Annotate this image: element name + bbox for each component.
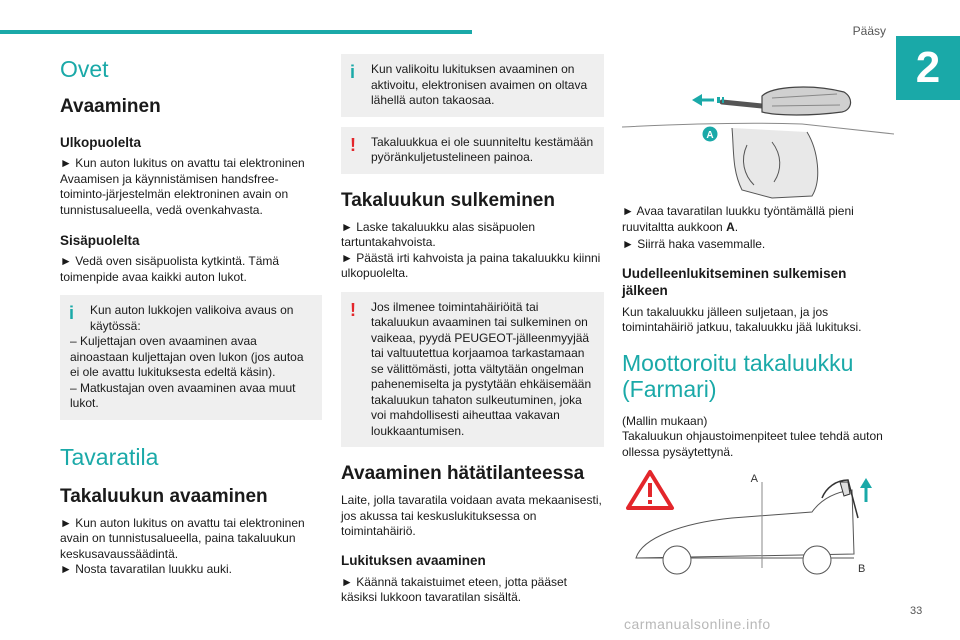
text-boot-close: ► Laske takaluukku alas sisäpuolen tartuntakahvoista. ► Päästä irti kahvoista ja paina takaluukku kiinni ulkopuolelta. [341, 219, 601, 280]
warning-icon: ! [350, 134, 356, 155]
info-note-selective-unlock [60, 295, 322, 420]
figure-emergency-release [622, 50, 894, 200]
up-arrow-icon [860, 478, 872, 502]
heading-boot-open: Takaluukun avaaminen [60, 485, 268, 507]
warning-triangle-icon [628, 472, 672, 508]
column-2 [341, 50, 604, 606]
text-inside: ► Vedä oven sisäpuolista kytkintä. Tämä toimenpide avaa kaikki auton lukot. [60, 254, 280, 284]
heading-emergency: Avaaminen hätätilanteessa [341, 463, 585, 484]
note-line-passenger: – Matkustajan oven avaaminen avaa muut lukot. [70, 380, 296, 410]
warning-note-bike-rack [341, 127, 604, 174]
column-3 [622, 50, 894, 578]
heading-inside: Sisäpuolelta [60, 233, 140, 248]
note-lead: Kun auton lukkojen valikoiva avaus on käytössä: [90, 303, 294, 333]
text-outside: ► Kun auton lukitus on avattu tai elektroninen Avaamisen ja käynnistämisen handsfree-toiminto-järjestelmän elektroninen avain on tunnistusalueella, vedä ovenkahvasta. [60, 156, 305, 217]
section-title-doors: Ovet [60, 56, 109, 82]
note-text: Kun valikoitu lukituksen avaaminen on aktivoitu, elektronisen avaimen on oltava lähellä auton takaosaa. [371, 62, 588, 107]
heading-outside: Ulkopuolelta [60, 135, 142, 150]
text-motorised-boot: (Mallin mukaan) Takaluukun ohjaustoimenpiteet tulee tehdä auton ollessa pysäytettynä. [622, 413, 883, 459]
info-icon: i [350, 62, 356, 82]
screwdriver-icon [722, 87, 851, 115]
watermark: carmanualsonline.info [624, 616, 771, 632]
text-boot-open: ► Kun auton lukitus on avattu tai elektroninen avain on tunnistusalueella, paina takaluukun keskusavaussäädintä. ► Nosta tavaratilan luukku auki. [60, 515, 305, 576]
height-label-a: A [750, 473, 758, 485]
warning-note-malfunction [341, 292, 604, 448]
height-label-b: B [858, 563, 866, 575]
text-unlock: ► Käännä takaistuimet eteen, jotta pääset käsiksi lukkoon tavaratilan sisältä. [341, 574, 568, 604]
step-insert-screwdriver: ► Avaa tavaratilan luukku työntämällä pieni ruuvitaltta aukkoon A. [622, 204, 854, 234]
heading-unlock: Lukituksen avaaminen [341, 552, 486, 568]
header-bar [0, 30, 472, 34]
info-icon: i [69, 303, 75, 323]
section-label: Pääsy [852, 24, 886, 38]
heading-relock: Uudelleenlukitseminen sulkemisen jälkeen [622, 265, 847, 298]
callout-a-label: A [706, 130, 714, 141]
heading-boot-close: Takaluukun sulkeminen [341, 189, 555, 211]
text-emergency: Laite, jolla tavaratila voidaan avata mekaanisesti, jos akussa tai keskuslukituksessa on toimintahäiriö. [341, 493, 602, 538]
step-move-latch: ► Siirrä haka vasemmalle. [622, 237, 766, 251]
warning-icon: ! [350, 299, 356, 320]
column-1 [60, 50, 322, 578]
push-arrow-icon [692, 94, 724, 106]
info-note-key-location [341, 54, 604, 117]
section-title-boot: Tavaratila [60, 443, 159, 470]
text-relock: Kun takaluukku jälleen suljetaan, ja jos toimintahäiriö jatkuu, takaluukku jää lukituksi. [622, 304, 862, 334]
heading-opening: Avaaminen [60, 96, 161, 117]
warning-text: Jos ilmenee toimintahäiriöitä tai takaluukun avaaminen tai sulkeminen on vaikeaa, pyydä PEUGEOT-jälleenmyyjää tai valtuutettua korjaamoa tarkastamaan se välittömästi, jotta vältytään ongelman pahenemiselta ja pystytään ehkäisemään takaluukun tahaton sulkeutuminen, joka voi mahdollisesti aiheuttaa vakavan loukkaantumisen. [371, 299, 592, 438]
warning-text: Takaluukkua ei ole suunniteltu kestämään pyöränkuljetustelineen painoa. [371, 134, 594, 164]
figure-motorised-boot [622, 468, 894, 578]
page-number: 33 [910, 605, 923, 617]
chapter-number: 2 [896, 36, 960, 100]
note-line-driver: – Kuljettajan oven avaaminen avaa ainoastaan kuljettajan oven lukon (jos autoa ei ole avattu lukituksesta edeltä käsin). [70, 334, 304, 379]
section-title-motorised-boot: Moottoroitu takaluukku (Farmari) [622, 349, 854, 402]
